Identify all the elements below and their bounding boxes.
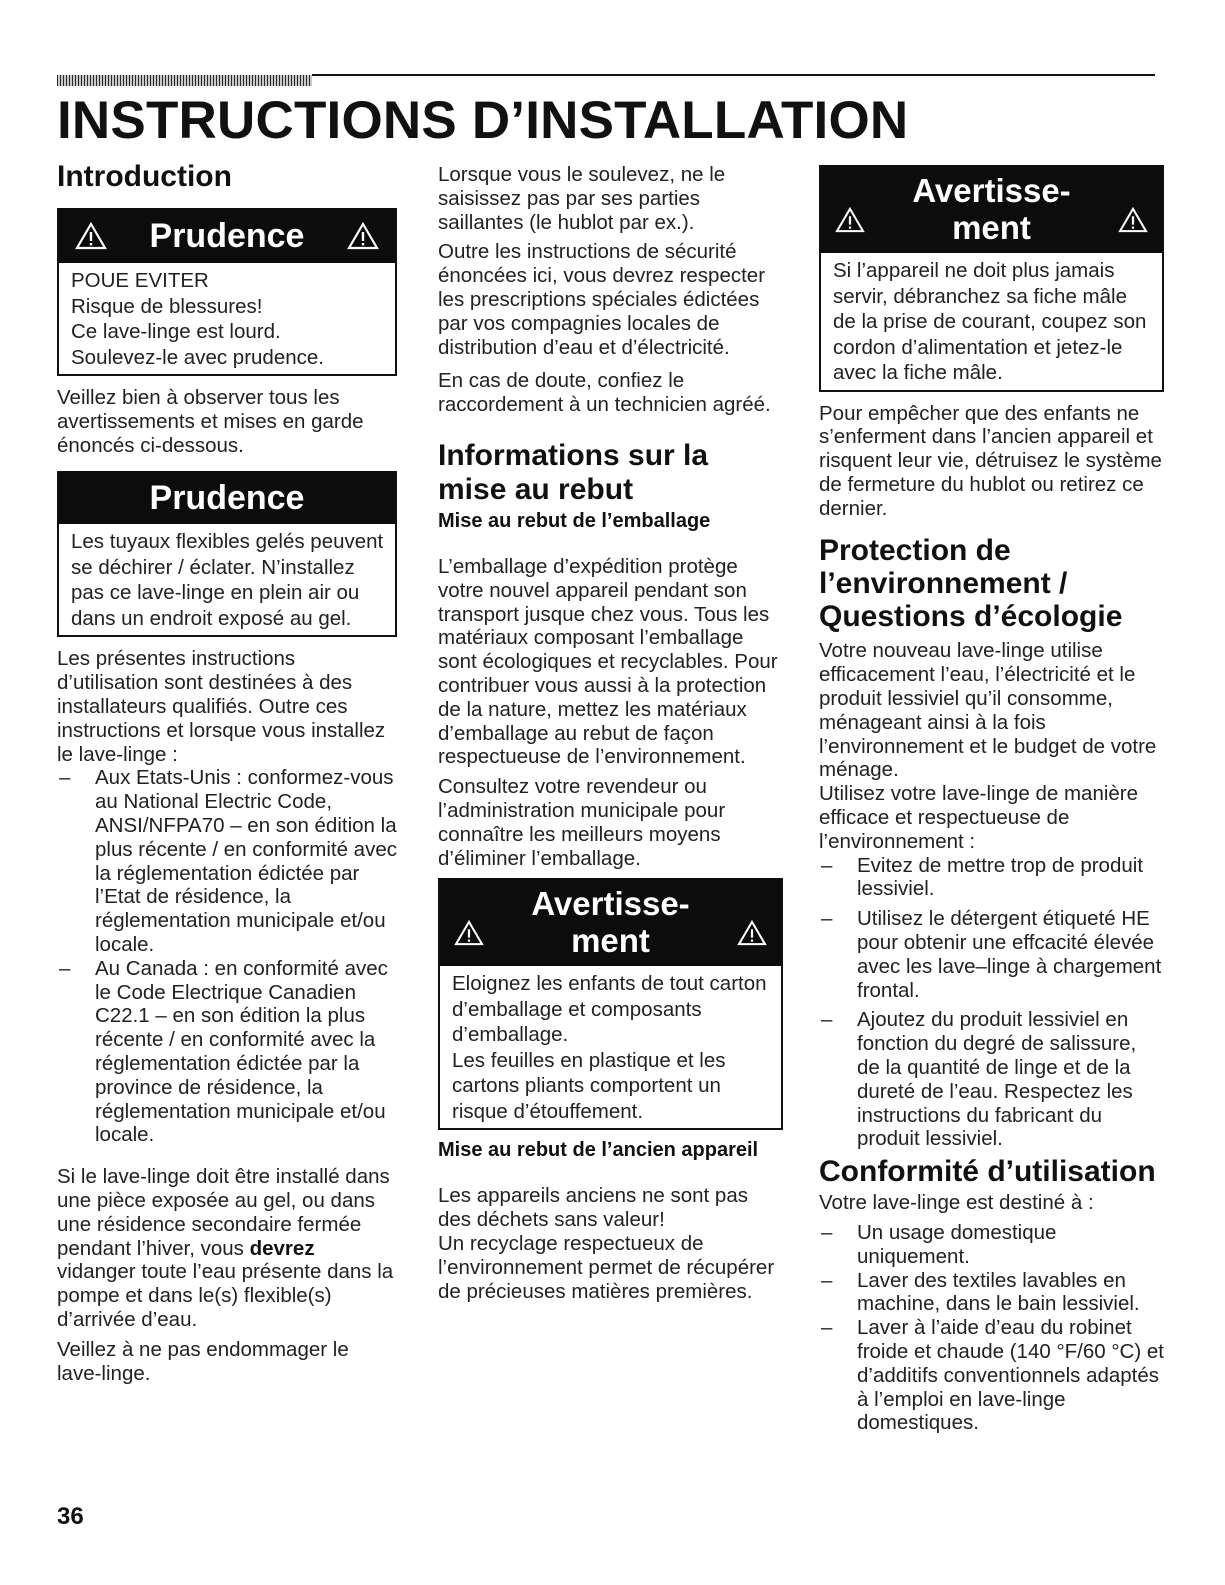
warning-title-line: ment — [952, 209, 1031, 246]
header-line — [312, 74, 1155, 76]
emphasis-text: devrez — [249, 1236, 315, 1260]
list-item: – Aux Etats-Unis : conformez-vous au National Electric Code, ANSI/NFPA70 – en son édition la plus récente / en conformité avec la réglementation édictée par l’Etat de résidence, la réglementation municipale et/ou locale. — [57, 766, 397, 956]
warning-triangle-icon — [835, 207, 865, 233]
warning-triangle-icon — [347, 222, 379, 250]
caution-box-2-header — [59, 471, 395, 524]
paragraph: Un recyclage respectueux de l’environnement permet de récupérer de précieuses matières premières. — [438, 1231, 775, 1303]
caution-box-1-title: Prudence — [149, 216, 305, 255]
text-run: vidanger toute l’eau présente dans la pompe et dans le(s) flexible(s) d’arrivée d’eau. — [57, 1260, 394, 1331]
warning-box-packaging-body — [440, 966, 781, 1128]
section-heading-disposal: Informations sur la mise au rebut — [438, 438, 709, 506]
paragraph: L’emballage d’expédition protège votre nouvel appareil pendant son transport jusque chez vous. Tous les matériaux composant l’emballage sont écologiques et recyclables. Pour contribuer vous aussi à la protection de la nature, mettez les matériaux d’emballage au rebut de façon respectueuse de l’environnement. — [438, 554, 778, 769]
header-hatch — [57, 75, 312, 86]
subheading-old-appliance: Mise au rebut de l’ancien appareil — [438, 1139, 759, 1162]
paragraph: En cas de doute, confiez le raccordement à un technicien agréé. — [438, 369, 771, 417]
section-heading-environment: Protection de l’environnement / Questions d’écologie — [819, 534, 1123, 634]
section-heading-introduction: Introduction — [57, 160, 232, 193]
warning-box-packaging-header — [440, 878, 781, 966]
list-item: – Un usage domestique uniquement. — [819, 1221, 1164, 1269]
page-title: INSTRUCTIONS D’INSTALLATION — [57, 91, 909, 150]
caution-box-1-header — [59, 208, 395, 263]
paragraph: Lorsque vous le soulevez, ne le saisissez pas par ses parties saillantes (le hublot par ex.). — [438, 163, 726, 234]
warning-triangle-icon — [737, 920, 767, 946]
list-item: – Ajoutez du produit lessiviel en fonction du degré de salissure, de la quantité de linge et de la dureté de l’eau. Respectez les instructions du fabricant du produit lessiviel. — [819, 1008, 1164, 1151]
list-item: – Utilisez le détergent étiqueté HE pour obtenir une effcacité élevée avec les lave–linge à chargement frontal. — [819, 907, 1164, 1002]
warning-box-old-appliance-body: Si l’appareil ne doit plus jamais servir, débranchez sa fiche mâle de la prise de courant, coupez son cordon d’alimentation et jetez-le avec la fiche mâle. — [833, 259, 1147, 384]
installation-rules-list — [57, 766, 397, 1147]
warning-triangle-icon — [75, 222, 107, 250]
warning-box-old-appliance-header — [821, 165, 1162, 253]
text-run: Si le lave-linge doit être installé dans une pièce exposée au gel, ou dans une résidence secondaire fermée pendant l’hiver, vous — [57, 1165, 390, 1260]
paragraph: Veillez à ne pas endommager le lave-linge. — [57, 1337, 349, 1385]
warning-box-old-appliance-title — [865, 172, 1118, 246]
warning-triangle-icon — [454, 920, 484, 946]
warning-text: Eloignez les enfants de tout carton d’emballage et composants d’emballage. — [452, 972, 767, 1047]
warning-triangle-icon — [1118, 207, 1148, 233]
page-number: 36 — [57, 1503, 84, 1530]
caution-line: POUE EVITER — [71, 269, 209, 292]
column-1 — [57, 160, 397, 1385]
list-item: – Laver à l’aide d’eau du robinet froide et chaude (140 °F/60 °C) et d’additifs conventionnels adaptés à l’emploi en lave-linge domestiques. — [819, 1316, 1164, 1435]
caution-line: Ce lave-linge est lourd. — [71, 320, 281, 343]
paragraph: Votre nouveau lave-linge utilise efficacement l’eau, l’électricité et le produit lessiviel qu’il consomme, ménageant ainsi à la fois l’environnement et le budget de votre ménage. — [819, 639, 1157, 782]
caution-box-1 — [57, 208, 397, 376]
warning-title-line: ment — [571, 922, 650, 960]
column-3 — [819, 165, 1164, 1435]
warning-box-packaging-title — [484, 885, 737, 959]
eco-tips-list — [819, 854, 1164, 1152]
paragraph: Outre les instructions de sécurité énoncées ici, vous devrez respecter les prescriptions spéciales édictées par vos compagnies locales de distribution d’eau et d’électricité. — [438, 240, 766, 359]
paragraph-frost — [57, 1165, 397, 1332]
intended-use-list — [819, 1221, 1164, 1435]
caution-box-2-title: Prudence — [149, 478, 305, 517]
list-item: – Evitez de mettre trop de produit lessiviel. — [819, 854, 1164, 902]
paragraph: Les appareils anciens ne sont pas des déchets sans valeur! — [438, 1184, 748, 1232]
list-item: – Laver des textiles lavables en machine, dans le bain lessiviel. — [819, 1269, 1164, 1317]
warning-box-old-appliance — [819, 165, 1164, 392]
warning-title-line: Avertisse- — [912, 172, 1071, 209]
paragraph: Consultez votre revendeur ou l’administration municipale pour connaître les meilleurs moyens d’éliminer l’emballage. — [438, 775, 726, 870]
header-rule — [57, 74, 1155, 88]
subheading-packaging: Mise au rebut de l’emballage — [438, 509, 711, 532]
warning-text: Les feuilles en plastique et les cartons pliants comportent un risque d’étouffement. — [452, 1048, 726, 1123]
column-2 — [438, 163, 783, 1303]
paragraph: Les présentes instructions d’utilisation sont destinées à des installateurs qualifiés. Outre ces instructions et lorsque vous installez le lave-linge : — [57, 647, 386, 766]
caution-line: Risque de blessures! — [71, 294, 263, 318]
caution-line: Soulevez-le avec prudence. — [71, 345, 324, 369]
caution-box-1-body — [59, 263, 395, 374]
list-item: – Au Canada : en conformité avec le Code Electrique Canadien C22.1 – en son édition la plus récente / en conformité avec la réglementation édictée par la province de résidence, la réglementation municipale et/ou locale. — [57, 957, 397, 1147]
paragraph: Veillez bien à observer tous les avertissements et mises en garde énoncés ci-dessous. — [57, 386, 364, 457]
warning-box-packaging — [438, 878, 783, 1130]
paragraph: Pour empêcher que des enfants ne s’enferment dans l’ancien appareil et risquent leur vie, détruisez le système de fermeture du hublot ou retirez ce dernier. — [819, 401, 1162, 520]
caution-box-2-body: Les tuyaux flexibles gelés peuvent se déchirer / éclater. N’installez pas ce lave-linge en plein air ou dans un endroit exposé au gel. — [71, 530, 384, 630]
caution-box-2 — [57, 471, 397, 637]
section-heading-intended-use: Conformité d’utilisation — [819, 1155, 1156, 1189]
paragraph: Utilisez votre lave-linge de manière efficace et respectueuse de l’environnement : — [819, 782, 1139, 853]
warning-title-line: Avertisse- — [531, 885, 690, 923]
paragraph: Votre lave-linge est destiné à : — [819, 1191, 1094, 1215]
